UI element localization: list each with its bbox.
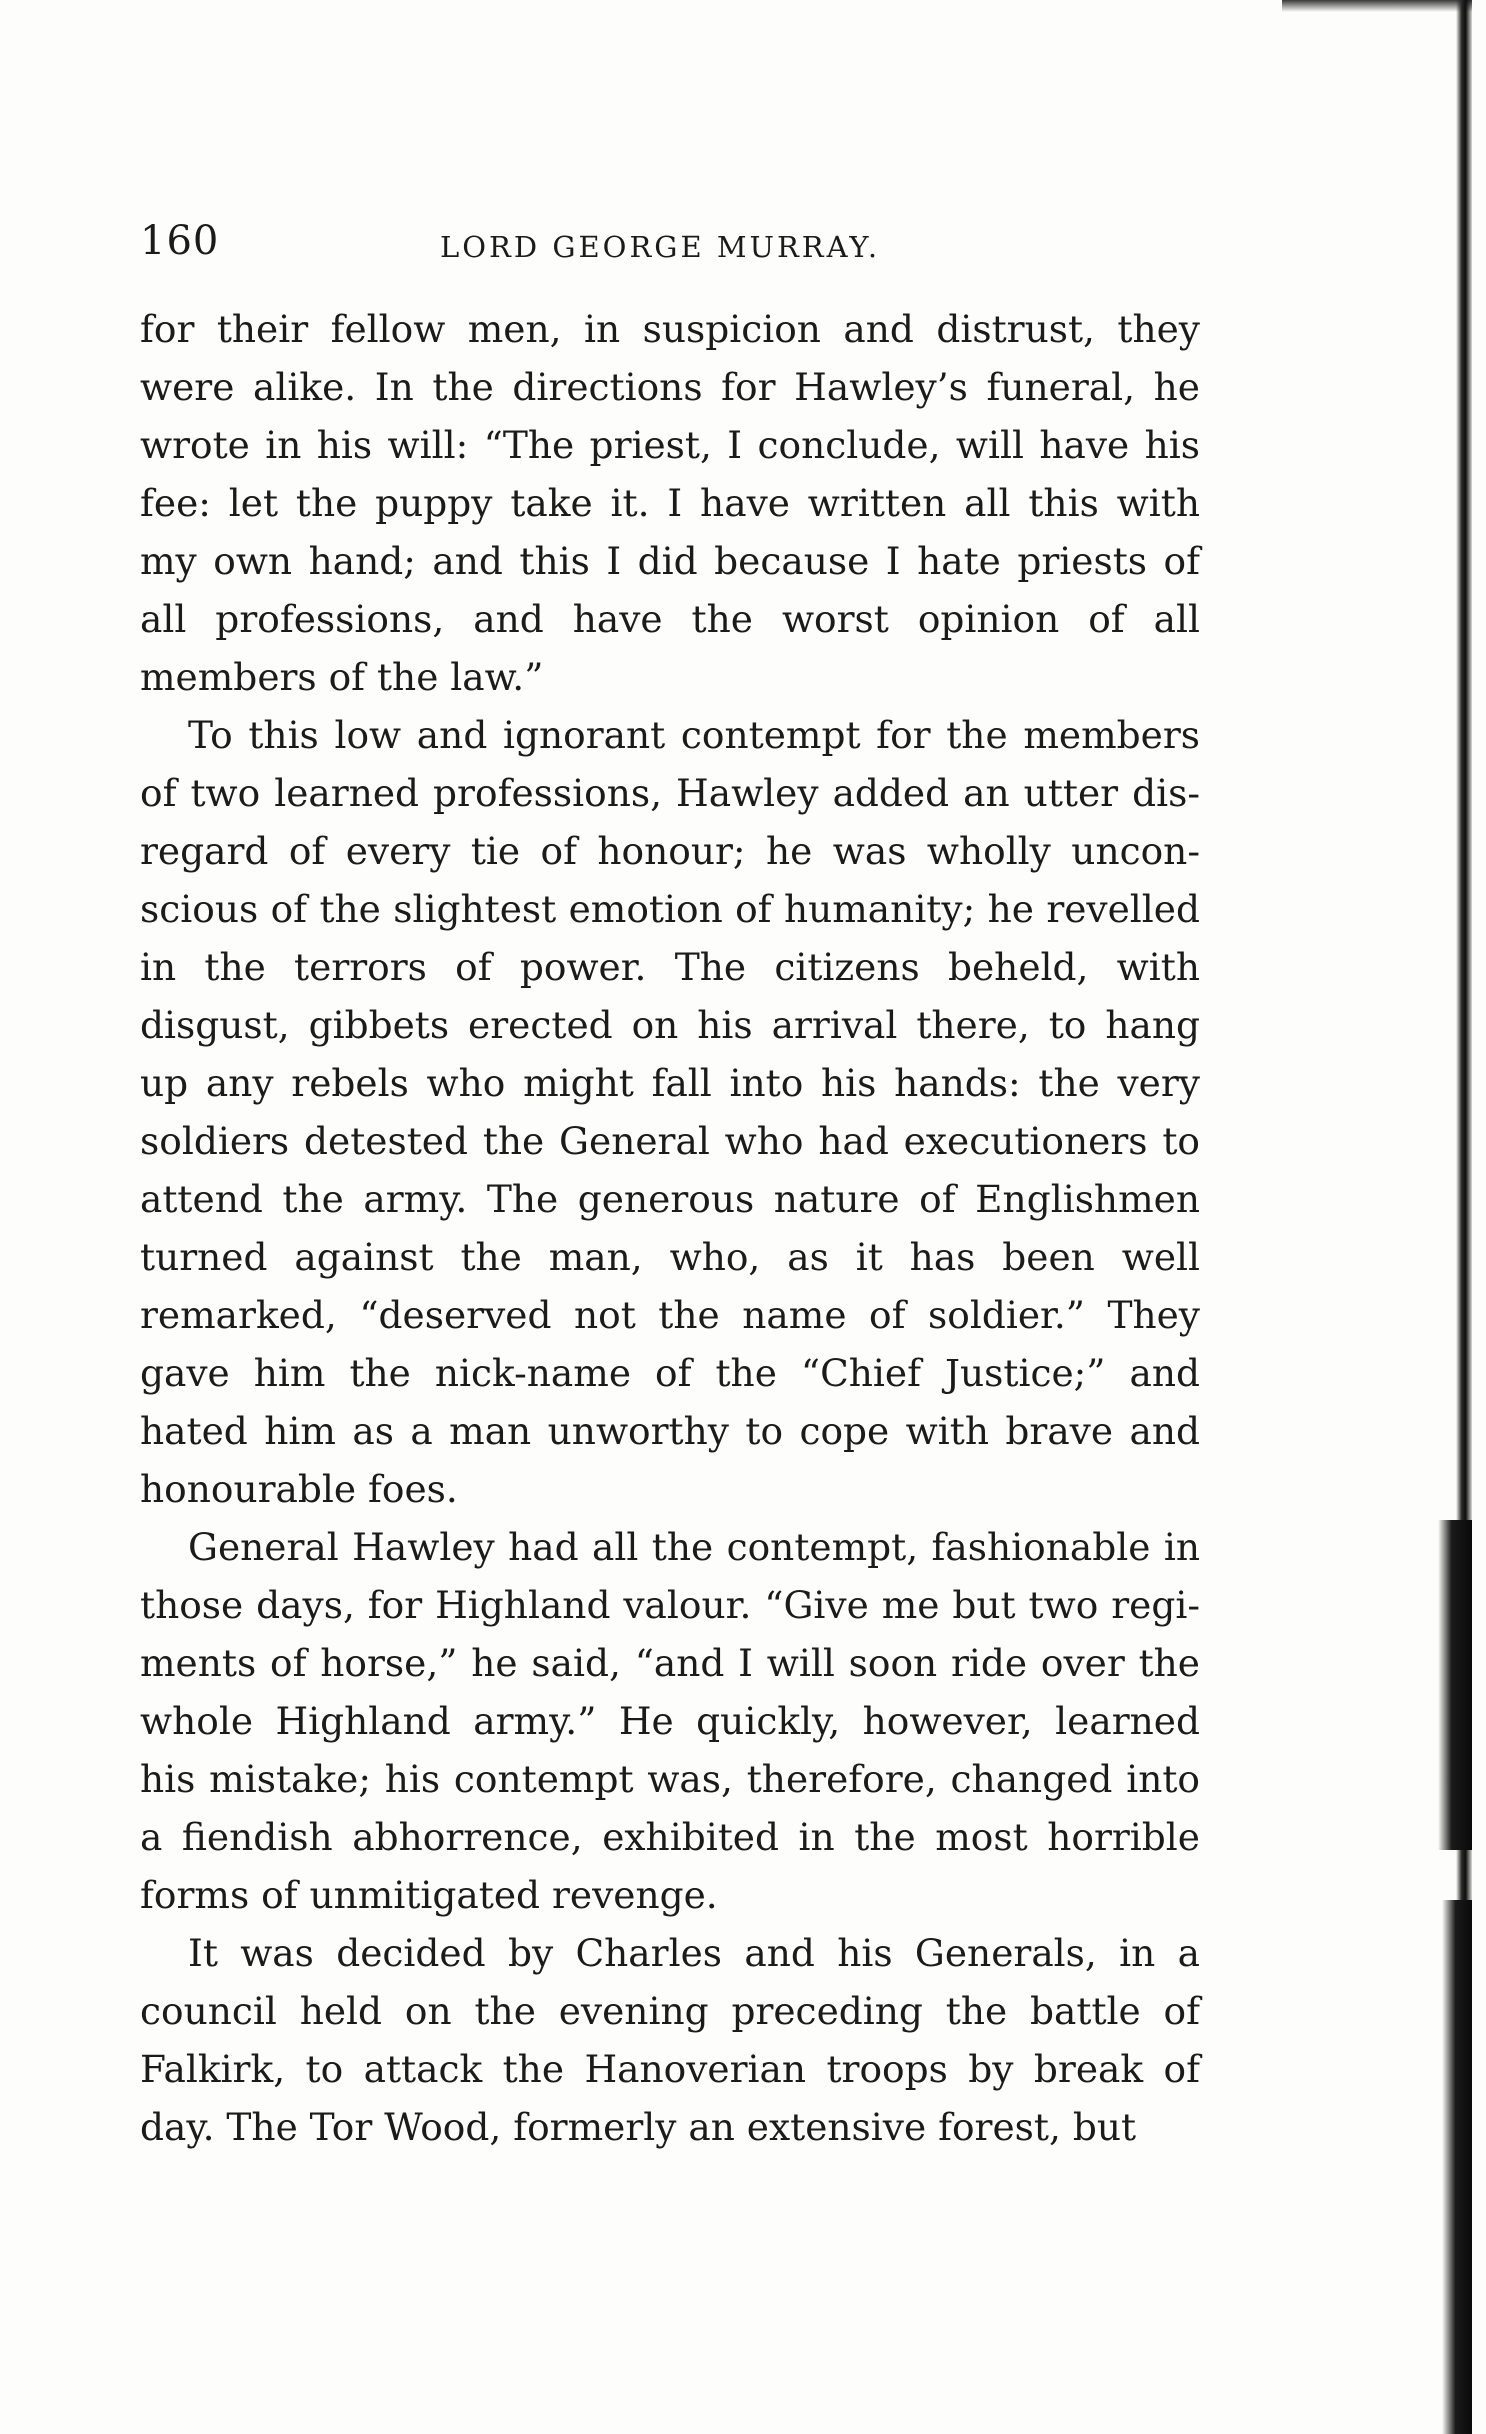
paragraph: It was decided by Charles and his Generals, in a council held on the evening preceding the battle of Falkirk, to attack the Hanoverian troops by break of day. The Tor Wood, formerly an extensive forest, but [140, 1931, 1200, 2149]
binding-shadow-top [1282, 0, 1472, 12]
body-text [140, 300, 1200, 2156]
page-header [140, 218, 1200, 278]
paragraph: General Hawley had all the contempt, fashionable in those days, for Highland valour. “Give me but two regiments of horse,” he said, “and I will soon ride over the whole Highland army.” He quickly, however, learned his mistake; his contempt was, therefore, changed into a fiendish abhorrence, exhibited in the most horrible forms of unmitigated revenge. [140, 1525, 1200, 1917]
paragraph: To this low and ignorant contempt for the members of two learned professions, Hawley added an utter disregard of every tie of honour; he was wholly unconscious of the slightest emotion of humanity; he revelled in the terrors of power. The citizens beheld, with disgust, gibbets erected on his arrival there, to hang up any rebels who might fall into his hands: the very soldiers detested the General who had executioners to attend the army. The generous nature of Englishmen turned against the man, who, as it has been well remarked, “deserved not the name of soldier.” They gave him the nick-name of the “Chief Justice;” and hated him as a man unworthy to cope with brave and honourable foes. [140, 713, 1200, 1511]
paragraph-continuation: for their fellow men, in suspicion and distrust, they were alike. In the directions for Hawley’s funeral, he wrote in his will: “The priest, I conclude, will have his fee: let the puppy take it. I have written all this with my own hand; and this I did because I hate priests of all professions, and have the worst opinion of all members of the law.” [140, 307, 1200, 699]
binding-shadow-mid [1438, 1520, 1472, 1850]
binding-shadow-low [1442, 1900, 1472, 2434]
running-head: LORD GEORGE MURRAY. [440, 230, 881, 264]
page-number: 160 [140, 218, 220, 264]
